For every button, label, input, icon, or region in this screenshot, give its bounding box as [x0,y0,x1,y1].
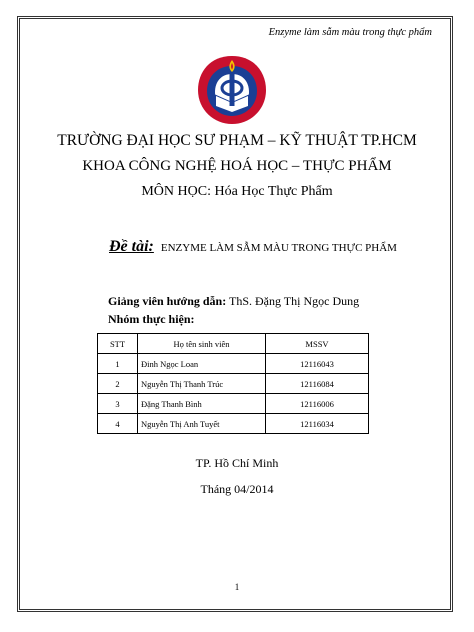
running-header: Enzyme làm sẫm màu trong thực phẩm [268,27,432,38]
topic-title: ENZYME LÀM SẪM MÀU TRONG THỰC PHẨM [160,242,397,254]
table-row [98,394,369,414]
course-name: MÔN HỌC: Hóa Học Thực Phẩm [141,184,333,199]
cell-stt: 3 [98,394,138,414]
page-number: 1 [234,582,240,592]
topic-line [109,238,397,256]
city: TP. Hồ Chí Minh [195,456,279,470]
date: Tháng 04/2014 [200,482,274,496]
cell-mssv: 12116034 [266,414,369,434]
header-mssv: MSSV [266,334,369,354]
members-table [97,333,369,434]
header-stt: STT [98,334,138,354]
cell-mssv: 12116006 [266,394,369,414]
cell-stt: 1 [98,354,138,374]
instructor-line [108,294,359,309]
cell-name: Đặng Thanh Bình [138,394,266,414]
cell-stt: 2 [98,374,138,394]
cell-name: Nguyễn Thị Anh Tuyết [138,414,266,434]
instructor-label: Giảng viên hướng dẫn: [108,294,227,308]
university-logo-icon [194,54,270,126]
header-name: Họ tên sinh viên [138,334,266,354]
table-row [98,354,369,374]
cell-stt: 4 [98,414,138,434]
topic-label: Đề tài: [109,238,154,255]
table-header-row [98,334,369,354]
table-row [98,374,369,394]
cell-name: Đinh Ngọc Loan [138,354,266,374]
table-row [98,414,369,434]
cell-name: Nguyễn Thị Thanh Trúc [138,374,266,394]
cell-mssv: 12116043 [266,354,369,374]
group-label: Nhóm thực hiện: [108,312,195,326]
instructor-name: ThS. Đặng Thị Ngọc Dung [229,294,360,308]
faculty-name: KHOA CÔNG NGHỆ HOÁ HỌC – THỰC PHẨM [82,158,392,174]
university-name: TRƯỜNG ĐẠI HỌC SƯ PHẠM – KỸ THUẬT TP.HCM [57,132,417,149]
cell-mssv: 12116084 [266,374,369,394]
